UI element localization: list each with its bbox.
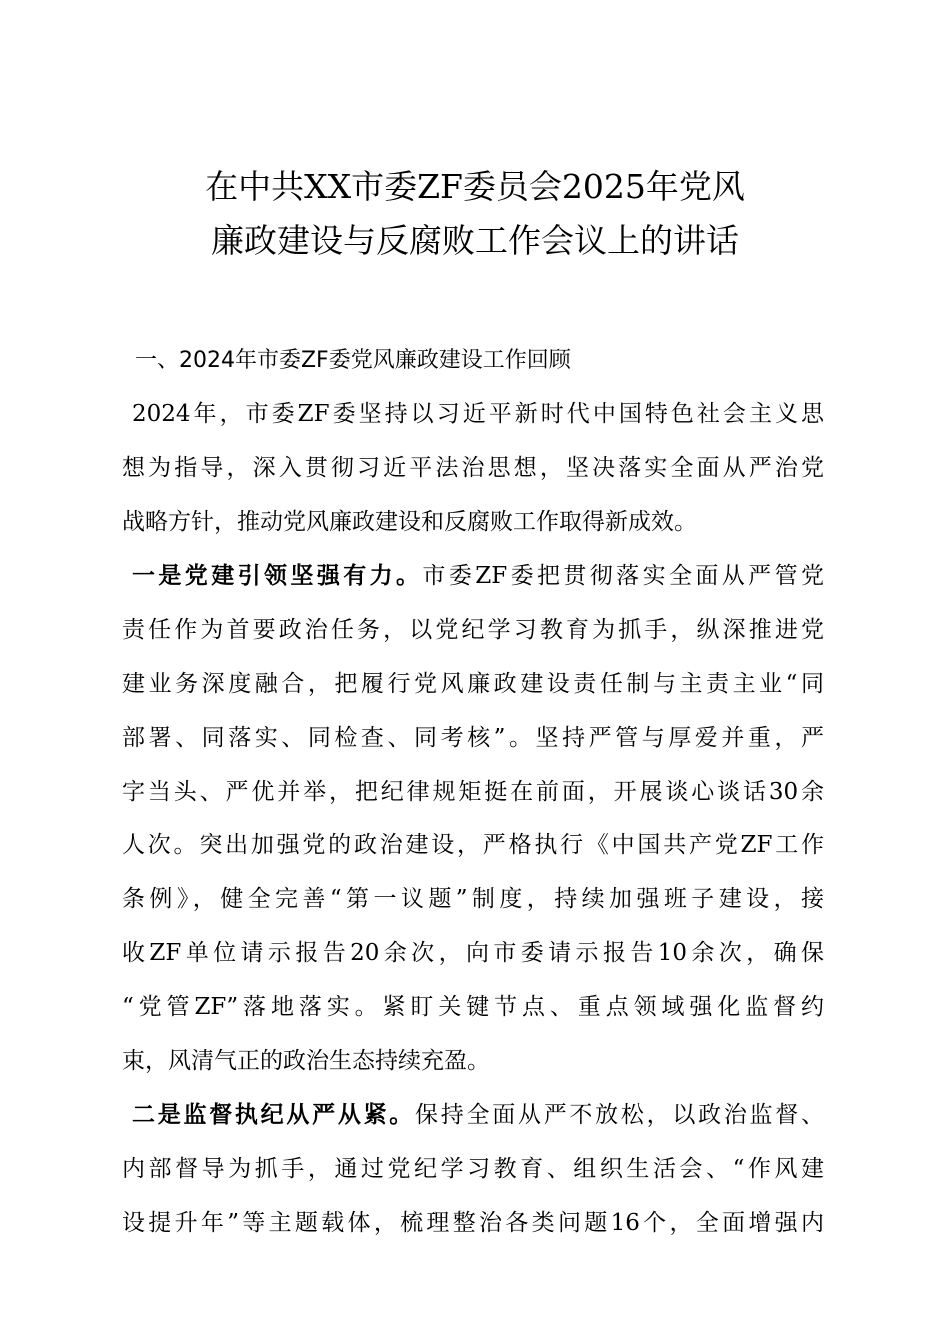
- paragraph-line: “党管ZF”落地落实。紧盯关键节点、重点领域强化监督约: [122, 993, 824, 1020]
- paragraph-line: 人次。突出加强党的政治建设，严格执行《中国共产党ZF工作: [122, 832, 824, 859]
- body-text: [122, 388, 824, 1251]
- paragraph-line: 设提升年”等主题载体，梳理整治各类问题16个，全面增强内: [122, 1209, 824, 1236]
- paragraph-line: [122, 1088, 824, 1143]
- section-heading: 一、2024年市委ZF委党风廉政建设工作回顾: [135, 348, 571, 373]
- paragraph-line: 战略方针，推动党风廉政建设和反腐败工作取得新成效。: [122, 508, 697, 535]
- paragraph-line: 想为指导，深入贯彻习近平法治思想，坚决落实全面从严治党: [122, 454, 824, 481]
- point1-first-line: 市委ZF委把贯彻落实全面从严管党: [422, 563, 824, 590]
- paragraph-line: 责任作为首要政治任务，以党纪学习教育为抓手，纵深推进党: [122, 617, 824, 644]
- point2-lead: 二是监督执纪从严从紧。: [132, 1101, 416, 1129]
- title-line-1: 在中共XX市委ZF委员会2025年党风: [205, 167, 745, 206]
- point1-lead: 一是党建引领坚强有力。: [132, 562, 423, 590]
- point1-paragraph: [122, 549, 824, 1088]
- paragraph-line: 束，风清气正的政治生态持续充盈。: [122, 1047, 490, 1074]
- point2-paragraph: [122, 1088, 824, 1250]
- point2-first-line: 保持全面从严不放松，以政治监督、: [415, 1102, 825, 1129]
- paragraph-line: 建业务深度融合，把履行党风廉政建设责任制与主责主业“同: [122, 670, 824, 697]
- paragraph-line: 收ZF单位请示报告20余次，向市委请示报告10余次，确保: [122, 939, 824, 966]
- paragraph-line: 2024年，市委ZF委坚持以习近平新时代中国特色社会主义思: [132, 401, 824, 427]
- document-title: [120, 160, 830, 268]
- paragraph-line: 字当头、严优并举，把纪律规矩挺在前面，开展谈心谈话30余: [122, 778, 824, 805]
- paragraph-line: 内部督导为抓手，通过党纪学习教育、组织生活会、“作风建: [122, 1156, 824, 1183]
- paragraph-line: [122, 549, 824, 604]
- paragraph-line: 条例》，健全完善“第一议题”制度，持续加强班子建设，接: [122, 886, 824, 913]
- intro-paragraph: [122, 388, 824, 549]
- paragraph-line: 部署、同落实、同检查、同考核”。坚持严管与厚爱并重，严: [122, 724, 824, 751]
- title-line-2: 廉政建设与反腐败工作会议上的讲话: [211, 221, 739, 260]
